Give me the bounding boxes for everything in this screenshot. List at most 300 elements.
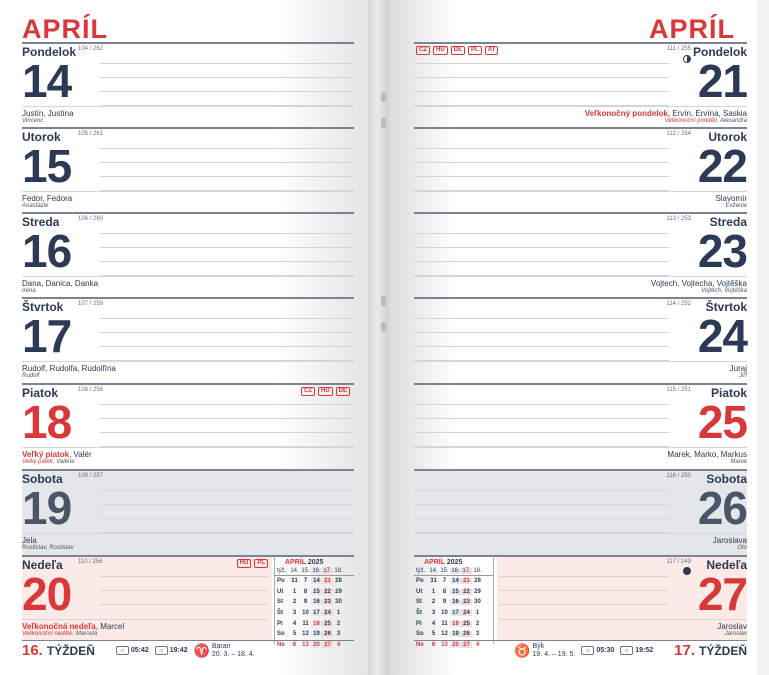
writing-line [100,590,269,591]
writing-line [499,576,669,577]
week-label [22,642,95,659]
zodiac-dates: 20. 3. – 18. 4. [211,650,255,658]
nameday-cz-text: Anastázie [22,203,49,209]
nameday-sk [22,109,74,118]
mini-calendar-week: 16. [312,568,321,574]
mini-calendar-cell: 3 [292,610,297,617]
mini-calendar-cell: 27 [322,642,333,648]
mini-calendar-cell: 25 [461,621,472,627]
day-block [22,42,354,128]
mini-calendar-row [414,587,493,598]
country-flag: HU [237,559,252,568]
left-page [0,0,368,675]
moon-shadow [687,56,690,62]
mini-calendar-cell: Po [277,578,285,585]
mini-calendar-cell: 15 [311,589,322,595]
holiday-name-cz: Velký pátek [22,459,53,465]
week-number: 17. [674,642,695,659]
binding-ring [381,118,386,128]
country-flag: CZ [416,46,430,55]
week-word: TÝŽDEŇ [46,644,95,658]
mini-calendar-row [414,608,493,619]
holiday-flags [237,559,268,568]
mini-calendar-row [275,576,354,587]
name-line [414,361,747,362]
mini-calendar-cell: 19 [311,631,322,637]
mini-calendar-cell: 23 [322,599,333,605]
day-number: 18 [22,396,72,448]
nameday-sk [22,622,124,631]
mini-calendar-cell: Po [416,578,424,585]
day-number: 25 [697,396,747,448]
writing-line [100,418,354,419]
mini-calendar-cell: 14 [450,578,461,584]
name-line [22,191,354,192]
country-flag: HU [433,46,448,55]
mini-calendar-cell: 10 [441,610,448,617]
day-number: 14 [22,55,72,107]
name-line [414,276,747,277]
mini-calendar-cell: 23 [461,599,472,605]
nameday-cz-text: Vojtěch, Vojtěška [701,288,747,294]
mini-calendar-cell: 2 [431,599,436,606]
mini-calendar-row [414,576,493,587]
mini-calendar-cell: 24 [461,610,472,616]
day-of-year: 109 / 257 [78,473,104,479]
mini-calendar-cell: 29 [474,588,481,595]
sunrise-icon: ☼ [116,646,129,655]
holiday-name: Veľký piatok [22,450,70,459]
nameday-cz [22,373,39,379]
day-name: Piatok [22,386,59,400]
nameday-text: Jaroslav [717,622,747,631]
country-flag: AT [485,46,499,55]
holiday-name-cz: Velikonoční pondělí [664,118,717,124]
day-divider [414,42,747,44]
mini-calendar-cell: 29 [335,588,342,595]
zodiac-dates: 19. 4. – 19. 5. [532,650,576,658]
country-flag: DE [451,46,465,55]
nameday-sk [22,364,116,373]
name-line [414,447,747,448]
nameday-cz [22,203,48,209]
nameday-text: Slavomír [715,194,747,203]
day-name: Štvrtok [22,300,64,314]
mini-calendar-cell: 14 [311,578,322,584]
mini-calendar-cell: Pi [416,620,422,627]
day-number: 23 [697,225,747,277]
mini-calendar-cell: 22 [461,589,472,595]
mini-calendar-cell: 31 [291,578,298,585]
mini-calendar-cell: 5 [292,631,297,638]
day-name: Streda [709,215,747,229]
nameday-cz-text: Rudolf [22,373,40,379]
day-block [414,42,747,128]
zodiac [194,643,255,659]
mini-calendar-cell: 18 [311,621,322,627]
holiday-name-cz: Velikonoční neděle [22,631,73,637]
taurus-icon: ♉ [514,642,531,658]
mini-calendar-cell: 12 [302,631,309,638]
writing-line [100,247,354,248]
mini-calendar-cell: 21 [461,578,472,584]
day-block [414,212,747,298]
writing-line [100,518,354,519]
writing-line [414,233,669,234]
day-block [22,212,354,298]
name-line [22,447,354,448]
writing-line [100,176,354,177]
mini-calendar-cell: 26 [461,631,472,637]
day-name: Utorok [708,130,747,144]
writing-line [100,63,354,64]
writing-line [414,77,669,78]
nameday-sk [715,194,747,203]
writing-line [100,346,354,347]
nameday-cz [22,545,74,551]
week-number: 16. [22,642,43,659]
nameday-text: Jela [22,536,37,545]
writing-line [100,233,354,234]
holiday-flags [416,46,498,55]
mini-calendar-week: 15. [301,568,310,574]
writing-line [414,318,669,319]
name-line [22,361,354,362]
mini-calendar [414,556,494,648]
mini-calendar-cell: Ut [277,588,284,595]
mini-calendar-cell: 22 [322,589,333,595]
mini-calendar-title [275,556,354,566]
day-of-year: 104 / 262 [78,46,104,52]
mini-calendar-cell: 7 [442,578,447,585]
nameday-text: Jaroslava [712,536,747,545]
writing-line [100,404,354,405]
writing-line [414,148,669,149]
nameday-text: , Ervín, Ervína, Saskia [667,109,747,118]
name-line [22,106,354,107]
nameday-cz-text: Rostislav, Rostislav [22,545,74,551]
day-divider [22,42,354,44]
sunset-icon: ☼ [155,646,168,655]
writing-line [499,604,669,605]
mini-calendar-row [275,608,354,619]
nameday-cz-text: Jaroslav [724,631,747,637]
writing-line [414,261,669,262]
nameday-cz-text: , Alexandra [716,118,747,124]
writing-line [414,404,669,405]
day-block [22,297,354,383]
mini-calendar-cell: 3 [475,631,480,638]
mini-calendar-cell: 28 [335,578,342,585]
mini-calendar-week: týž. [416,568,426,574]
mini-calendar-week: 17. [462,568,471,574]
name-line [414,191,747,192]
mini-calendar-cell: 8 [303,588,308,595]
day-of-year: 112 / 254 [666,131,691,137]
sunset-icon: ☼ [620,646,633,655]
mini-calendar-cell: 9 [442,599,447,606]
nameday-sk [713,536,747,545]
mini-calendar-row [275,587,354,598]
nameday-cz [22,631,97,637]
writing-line [100,576,269,577]
binding-gutter [368,0,389,675]
nameday-sk [730,364,747,373]
day-of-year: 110 / 256 [78,559,103,565]
holiday-name: Veľkonočná nedeľa [22,622,96,631]
nameday-sk [22,450,92,459]
mini-calendar-cell: 19 [450,631,461,637]
mini-calendar-cell: So [416,631,424,638]
zodiac-text [533,643,576,659]
day-block [414,297,747,383]
nameday-sk [717,622,747,631]
week-word: TÝŽDEŇ [699,644,747,658]
mini-calendar-cell: 4 [336,641,341,648]
day-of-year: 106 / 260 [78,216,104,222]
zodiac-name: Baran [211,642,231,650]
nameday-cz-text: Evženie [725,203,747,209]
mini-calendar-week: 18. [334,568,343,574]
writing-line [414,176,669,177]
writing-line [414,162,669,163]
writing-line [100,261,354,262]
day-name: Nedeľa [706,558,747,572]
writing-line [100,604,269,605]
day-of-year: 113 / 253 [666,216,691,222]
day-name: Streda [22,215,60,229]
name-line [22,276,354,277]
mini-calendar-cell: 24 [322,610,333,616]
day-name: Piatok [710,386,747,400]
day-name: Utorok [22,130,61,144]
day-divider [22,383,354,385]
mini-calendar-cell: 1 [475,610,480,617]
mini-calendar-week: 14. [290,568,299,574]
nameday-text: Juraj [729,364,747,373]
mini-calendar-cell: 21 [322,578,333,584]
writing-line [414,432,669,433]
mini-calendar-cell: So [277,631,285,638]
mini-calendar-month: APRÍL [424,559,445,566]
day-number: 22 [697,140,747,192]
nameday-text: Vojtech, Vojtecha, Vojtěška [650,279,747,288]
day-block [414,127,747,213]
mini-calendar-cell: Pi [277,620,283,627]
mini-calendar-cell: 2 [475,620,480,627]
mini-calendar-cell: 7 [303,578,308,585]
mini-calendar-year: 2025 [307,559,324,566]
day-block [22,469,354,555]
mini-calendar-cell: 2 [292,599,297,606]
writing-line [414,247,669,248]
nameday-text: Marek, Marko, Markus [667,450,747,459]
mini-calendar-cell: St [416,599,422,606]
day-of-year: 114 / 252 [666,301,691,307]
mini-calendar-month: APRÍL [285,559,306,566]
week-footer [22,640,354,660]
name-line [414,106,747,107]
mini-calendar-row [414,597,493,608]
name-line [22,533,354,534]
mini-calendar-cell: 4 [292,620,297,627]
name-line [414,533,747,534]
mini-calendar-cell: 3 [336,631,341,638]
mini-calendar-row [414,629,493,640]
day-name: Pondelok [22,45,77,59]
nameday-cz [701,288,747,294]
day-name: Sobota [706,472,747,486]
mini-calendar-week: týž. [277,568,287,574]
mini-calendar-title [414,556,493,566]
mini-calendar-cell: Ut [416,588,423,595]
mini-calendar-cell: 17 [450,610,461,616]
day-name: Sobota [22,472,63,486]
binding-ring [381,322,386,332]
writing-line [414,418,669,419]
nameday-sk [585,109,747,118]
mini-calendar-week: 14. [429,568,438,574]
holiday-name: Veľkonočný pondelok [584,109,668,118]
nameday-text: Rudolf, Rudolfa, Rudolfína [22,364,116,373]
nameday-cz-text: Marek [730,459,747,465]
writing-line [414,332,669,333]
mini-calendar-cell: 2 [336,620,341,627]
day-number: 16 [22,225,72,277]
day-number: 20 [22,568,72,620]
nameday-cz-text: Vincenc [22,118,44,124]
mini-calendar-cell: 26 [322,631,333,637]
nameday-cz-text: Irena [22,288,36,294]
nameday-sk [667,450,747,459]
mini-calendar-cell: Ne [416,641,424,648]
sunrise [116,646,149,655]
half-moon-icon [683,55,691,63]
nameday-sk [22,536,37,545]
nameday-cz [726,203,747,209]
writing-line [414,490,669,491]
country-flag: HU [318,387,333,396]
mini-calendar-cell: Št [416,610,422,617]
full-moon-icon [683,567,691,575]
mini-calendar-cell: 17 [311,610,322,616]
month-title: APRÍL [22,14,108,44]
mini-calendar-cell: Ne [277,641,285,648]
nameday-cz [725,631,747,637]
day-divider [414,469,747,471]
week-footer [414,640,747,660]
month-title: APRÍL [649,14,735,44]
nameday-text: , Marcel [95,622,125,631]
mini-calendar-cell: 4 [475,641,480,648]
zodiac-name: Býk [532,642,545,650]
mini-calendar-week: 15. [440,568,449,574]
country-flag: CZ [301,387,315,396]
day-number: 24 [697,310,747,362]
nameday-text: , Valér [69,450,92,459]
day-number: 21 [697,55,747,107]
mini-calendar-cell: St [277,599,283,606]
writing-line [414,518,669,519]
sunset-time: 19:52 [635,647,654,654]
mini-calendar-cell: 27 [461,642,472,648]
day-number: 26 [697,482,747,534]
mini-calendar-cell: 12 [441,631,448,638]
mini-calendar-cell: Št [277,610,283,617]
mini-calendar-row [275,618,354,629]
mini-calendar-cell: 6 [292,641,297,648]
day-divider [414,212,747,214]
day-name: Štvrtok [705,300,747,314]
country-flag: DE [336,387,350,396]
mini-calendar-cell: 31 [430,578,437,585]
mini-calendar-cell: 16 [450,599,461,605]
mini-calendar-cell: 1 [336,610,341,617]
right-page [389,0,757,675]
writing-line [100,318,354,319]
nameday-cz [22,118,43,124]
mini-calendar-cell: 13 [441,641,448,648]
writing-line [414,504,669,505]
nameday-cz [730,459,747,465]
nameday-text: Dana, Danica, Danka [22,279,99,288]
day-divider [22,212,354,214]
sunrise-time: 05:30 [596,647,615,654]
mini-calendar-header [414,568,493,576]
day-block [414,469,747,555]
day-block [22,127,354,213]
nameday-cz-text: Jiří [739,373,747,379]
writing-line [100,77,354,78]
mini-calendar-cell: 13 [302,641,309,648]
mini-calendar-row [414,618,493,629]
mini-calendar-cell: 5 [431,631,436,638]
zodiac [514,643,575,659]
sunset [620,646,653,655]
country-flag: PL [468,46,482,55]
mini-calendar-header [275,568,354,576]
writing-line [100,332,354,333]
nameday-sk [22,194,72,203]
mini-calendar-cell: 30 [335,599,342,606]
name-line [499,619,747,620]
day-of-year: 115 / 251 [666,387,691,393]
day-divider [22,469,354,471]
mini-calendar-cell: 25 [322,621,333,627]
writing-line [100,91,354,92]
day-divider [414,297,747,299]
day-of-year: 117 / 249 [666,559,691,565]
day-divider [22,297,354,299]
aries-icon: ♈ [193,642,210,658]
mini-calendar-row [275,597,354,608]
name-line [22,619,269,620]
day-block [22,383,354,469]
sunrise-time: 05:42 [130,647,149,654]
nameday-cz [22,288,36,294]
country-flag: PL [254,559,268,568]
day-of-year: 108 / 258 [78,387,104,393]
day-of-year: 105 / 261 [78,131,104,137]
writing-line [100,490,354,491]
mini-calendar-cell: 4 [431,620,436,627]
mini-calendar-cell: 10 [302,610,309,617]
writing-line [414,91,669,92]
nameday-cz [739,373,747,379]
mini-calendar-cell: 6 [431,641,436,648]
day-of-year: 111 / 255 [666,46,691,52]
mini-calendar-cell: 20 [311,642,322,648]
